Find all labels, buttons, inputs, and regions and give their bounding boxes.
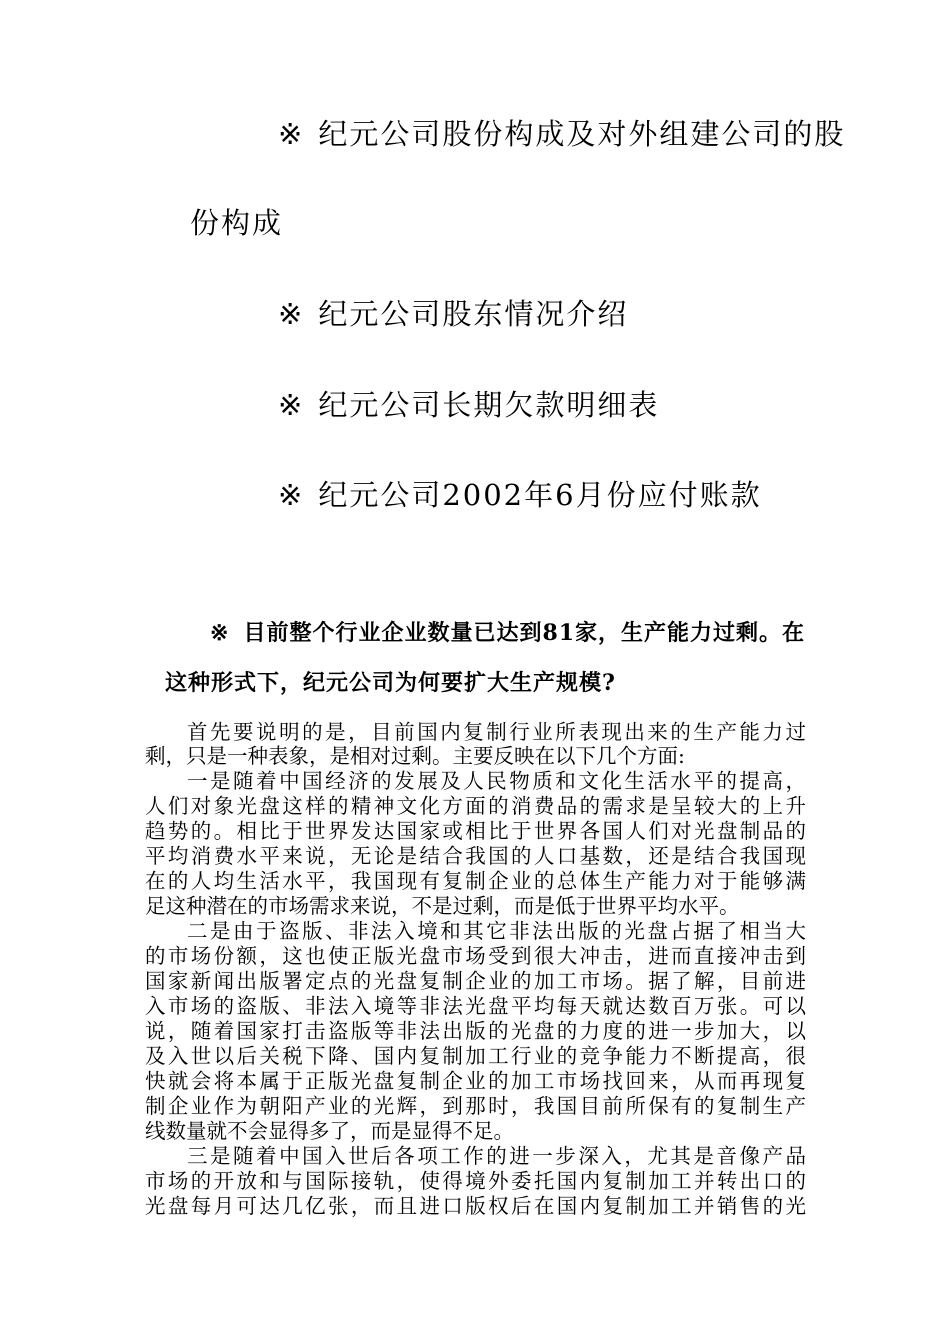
answer-line: 首先要说明的是，目前国内复制行业所表现出来的生产能力过 [187, 720, 806, 744]
answer-line: 剩，只是一种表象，是相对过剩。主要反映在以下几个方面: [145, 744, 685, 768]
list-item-share-structure [278, 117, 846, 151]
question-heading [210, 622, 805, 644]
list-item-text: 纪元公司长期欠款明细表 [318, 388, 660, 422]
answer-line: 二是由于盗版、非法入境和其它非法出版的光盘占据了相当大 [187, 919, 806, 943]
answer-line: 快就会将本属于正版光盘复制企业的加工市场找回来，从而再现复 [145, 1069, 806, 1093]
reference-mark: ※ [210, 620, 230, 646]
answer-line: 的市场份额，这也使正版光盘市场受到很大冲击，进而直接冲击到 [145, 944, 806, 968]
list-item-text: 纪元公司股份构成及对外组建公司的股 [318, 117, 846, 151]
answer-line: 制企业作为朝阳产业的光辉，到那时，我国目前所保有的复制生产 [145, 1094, 806, 1118]
list-item-shareholders [278, 297, 629, 331]
answer-line: 平均消费水平来说，无论是结合我国的人口基数，还是结合我国现 [145, 844, 806, 868]
answer-line: 人们对象光盘这样的精神文化方面的消费品的需求是呈较大的上升 [145, 794, 806, 818]
answer-line: 光盘每月可达几亿张，而且进口版权后在国内复制加工并销售的光 [145, 1194, 806, 1218]
list-item-long-term-debt [278, 388, 660, 422]
answer-line: 足这种潜在的市场需求来说，不是过剩，而是低于世界平均水平。 [145, 894, 740, 918]
answer-line: 趋势的。相比于世界发达国家或相比于世界各国人们对光盘制品的 [145, 819, 806, 843]
list-item-accounts-payable [278, 478, 762, 512]
answer-line: 说，随着国家打击盗版等非法出版的光盘的力度的进一步加大，以 [145, 1019, 806, 1043]
answer-line: 一是随着中国经济的发展及人民物质和文化生活水平的提高， [187, 769, 806, 793]
answer-line: 三是随着中国入世后各项工作的进一步深入，尤其是音像产品 [187, 1144, 806, 1168]
answer-line: 线数量就不会显得多了，而是显得不足。 [145, 1119, 514, 1143]
reference-mark: ※ [278, 388, 305, 422]
question-heading-continuation [165, 672, 616, 694]
answer-line: 入市场的盗版、非法入境等非法光盘平均每天就达数百万张。可以 [145, 994, 806, 1018]
answer-line: 国家新闻出版署定点的光盘复制企业的加工市场。据了解，目前进 [145, 969, 806, 993]
question-line-2: 这种形式下，纪元公司为何要扩大生产规模? [165, 670, 616, 696]
list-item-text: 份构成 [190, 206, 284, 240]
reference-mark: ※ [278, 117, 305, 151]
list-item-text: 纪元公司股东情况介绍 [318, 297, 629, 331]
reference-mark: ※ [278, 478, 305, 512]
question-line-1: 目前整个行业企业数量已达到81家，生产能力过剩。在 [243, 620, 806, 646]
answer-line: 及入世以后关税下降、国内复制加工行业的竞争能力不断提高，很 [145, 1044, 806, 1068]
list-item-continuation [190, 206, 284, 240]
answer-line: 在的人均生活水平，我国现有复制企业的总体生产能力对于能够满 [145, 869, 806, 893]
reference-mark: ※ [278, 297, 305, 331]
list-item-text: 纪元公司2002年6月份应付账款 [318, 478, 762, 512]
answer-line: 市场的开放和与国际接轨，使得境外委托国内复制加工并转出口的 [145, 1169, 806, 1193]
